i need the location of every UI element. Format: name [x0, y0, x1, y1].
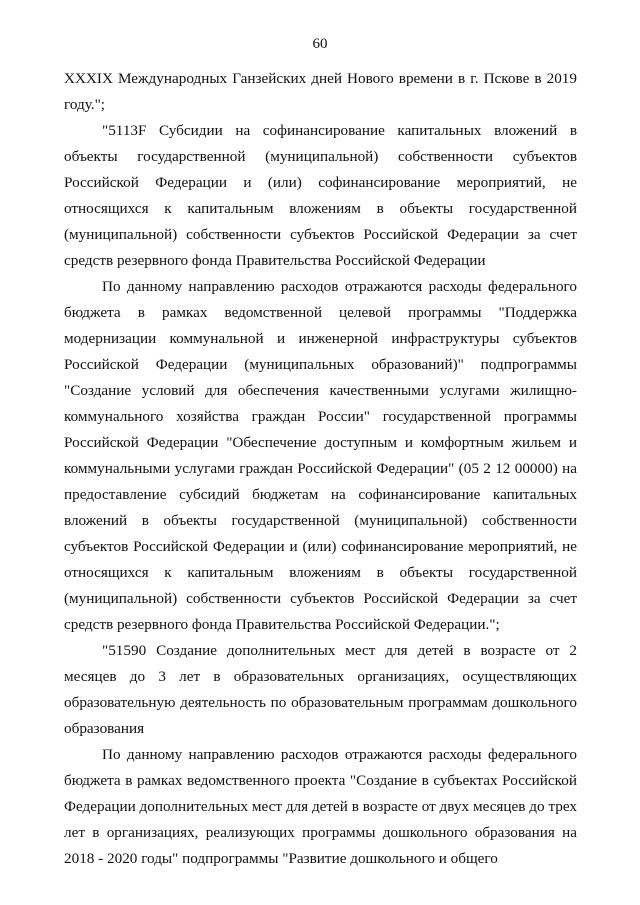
document-body: [64, 66, 577, 872]
paragraph-5113f-description: По данному направлению расходов отражаются расходы федерального бюджета в рамках ведомственной целевой программы "Поддержка модернизации коммунальной и инженерной инфраструктуры субъектов Российской Федерации (муниципальных образований)" подпрограммы "Создание условий для обеспечения качественными услугами жилищно-коммунального хозяйства граждан России" государственной программы Российской Федерации "Обеспечение доступным и комфортным жильем и коммунальными услугами граждан Российской Федерации" (05 2 12 00000) на предоставление субсидий бюджетам на софинансирование капитальных вложений в объекты государственной (муниципальной) собственности субъектов Российской Федерации и (или) софинансирование мероприятий, не относящихся к капитальным вложениям в объекты государственной (муниципальной) собственности субъектов Российской Федерации за счет средств резервного фонда Правительства Российской Федерации.";: [64, 278, 577, 633]
paragraph-5113f-heading: "5113F Субсидии на софинансирование капитальных вложений в объекты государственной (муниципальной) собственности субъектов Российской Федерации и (или) софинансирование мероприятий, не относящихся к капитальным вложениям в объекты государственной (муниципальной) собственности субъектов Российской Федерации за счет средств резервного фонда Правительства Российской Федерации: [64, 122, 577, 269]
paragraph-continuation: XXXIX Международных Ганзейских дней Нового времени в г. Пскове в 2019 году.";: [64, 70, 577, 113]
paragraph-51590-description: По данному направлению расходов отражаются расходы федерального бюджета в рамках ведомственного проекта "Создание в субъектах Российской Федерации дополнительных мест для детей в возрасте от двух месяцев до трех лет в организациях, реализующих программы дошкольного образования на 2018 - 2020 годы" подпрограммы "Развитие дошкольного и общего: [64, 746, 577, 867]
page-number: 60: [312, 36, 328, 52]
paragraph-51590-heading: "51590 Создание дополнительных мест для детей в возрасте от 2 месяцев до 3 лет в образовательных организациях, осуществляющих образовательную деятельность по образовательным программам дошкольного образования: [64, 642, 577, 737]
